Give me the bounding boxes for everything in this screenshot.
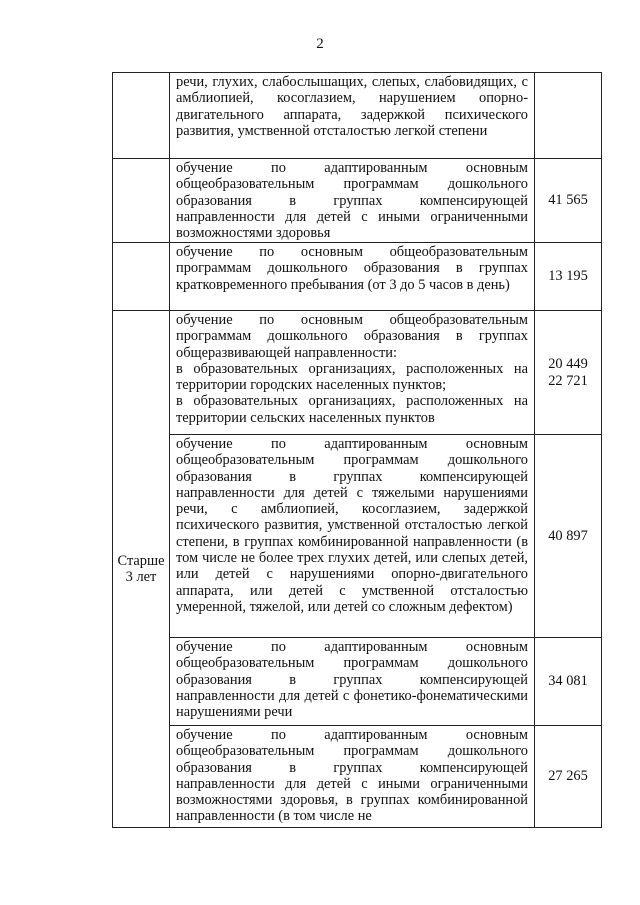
description-cell: речи, глухих, слабослышащих, слепых, слабовидящих, с амблиопией, косоглазием, нарушением опорно-двигательного аппарата, задержкой психического развития, умственной отсталостью легкой степени [170, 73, 535, 159]
group-cell [113, 73, 170, 159]
table-row [113, 243, 602, 311]
table-row [113, 638, 602, 726]
group-cell [113, 159, 170, 243]
value-cell: 34 081 [535, 638, 602, 726]
description-cell: обучение по адаптированным основным общеобразовательным программам дошкольного образования в группах компенсирующей направленности для детей с иными ограниченными возможностями здоровья [170, 159, 535, 243]
table-row [113, 726, 602, 828]
value-cell: 27 265 [535, 726, 602, 828]
description-cell: обучение по адаптированным основным общеобразовательным программам дошкольного образования в группах компенсирующей направленности для детей с тяжелыми нарушениями речи, с амблиопией, косоглазием, задержкой психического развития, умственной отсталостью легкой степени, в группах комбинированной направленности (в том числе не более трех глухих детей, или слепых детей, или детей с нарушениями опорно-двигательного аппарата, или детей с умственной отсталостью умеренной, тяжелой, или детей со сложным дефектом) [170, 435, 535, 638]
value-cell: 41 565 [535, 159, 602, 243]
description-cell: обучение по основным общеобразовательным программам дошкольного образования в группах кратковременного пребывания (от 3 до 5 часов в день) [170, 243, 535, 311]
description-cell: обучение по адаптированным основным общеобразовательным программам дошкольного образования в группах компенсирующей направленности для детей с иными ограниченными возможностями здоровья, в группах комбинированной направленности (в том числе не [170, 726, 535, 828]
value-rural: 22 721 [548, 372, 588, 389]
table-row [113, 435, 602, 638]
value-cell: 40 897 [535, 435, 602, 638]
value-cell: 13 195 [535, 243, 602, 311]
tariff-table [112, 72, 602, 828]
page-number: 2 [316, 36, 324, 52]
table-row [113, 311, 602, 435]
value-cell [535, 311, 602, 435]
description-cell [170, 311, 535, 435]
table-row [113, 159, 602, 243]
group-cell [113, 243, 170, 311]
description-text: обучение по основным общеобразовательным программам дошкольного образования в группах общеразвивающей направленности: [176, 312, 528, 361]
table-row [113, 73, 602, 159]
description-sub-rural: в образовательных организациях, расположенных на территории сельских населенных пунктов [176, 393, 528, 426]
value-cell [535, 73, 602, 159]
description-sub-urban: в образовательных организациях, расположенных на территории городских населенных пунктов; [176, 360, 528, 394]
age-group-label: Старше 3 лет [113, 311, 170, 828]
value-urban: 20 449 [548, 356, 588, 373]
description-cell: обучение по адаптированным основным общеобразовательным программам дошкольного образования в группах компенсирующей направленности для детей с фонетико-фонематическими нарушениями речи [170, 638, 535, 726]
